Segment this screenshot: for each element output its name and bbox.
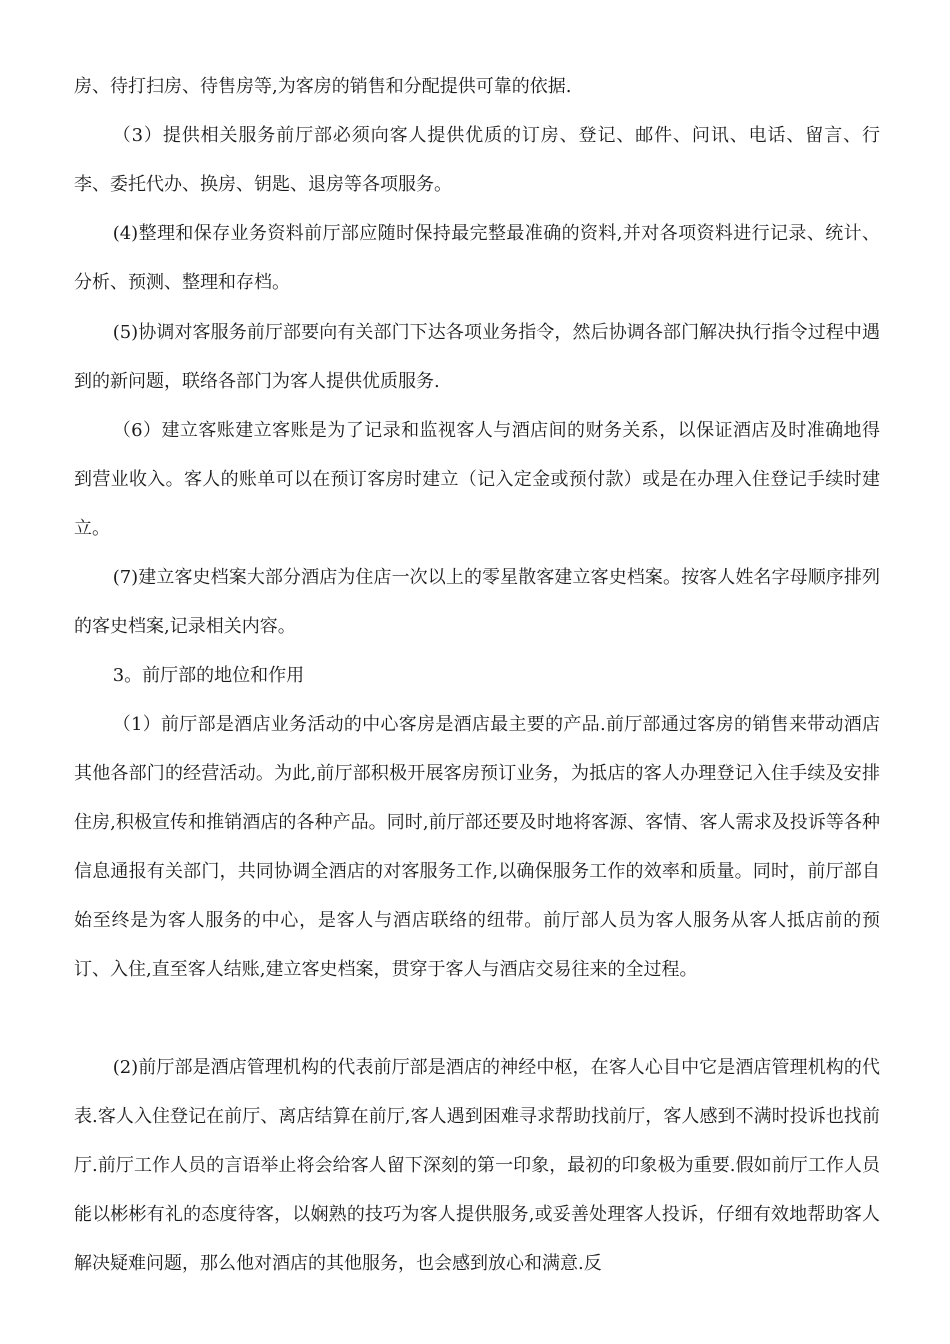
paragraph-management-representative: (2)前厅部是酒店管理机构的代表前厅部是酒店的神经中枢，在客人心目中它是酒店管理机构的代表.客人入住登记在前厅、离店结算在前厅,客人遇到困难寻求帮助找前厅，客人感到不满时投诉也找前厅.前厅工作人员的言语举止将会给客人留下深刻的第一印象，最初的印象极为重要.假如前厅工作人员能以彬彬有礼的态度待客，以娴熟的技巧为客人提供服务,或妥善处理客人投诉，仔细有效地帮助客人解决疑难问题，那么他对酒店的其他服务，也会感到放心和满意.反 [74,1057,880,1274]
paragraph-coordinate-services: (5)协调对客服务前厅部要向有关部门下达各项业务指令，然后协调各部门解决执行指令过程中遇到的新问题，联络各部门为客人提供优质服务. [74,322,880,392]
paragraph-guest-accounts: （6）建立客账建立客账是为了记录和监视客人与酒店间的财务关系，以保证酒店及时准确地得到营业收入。客人的账单可以在预订客房时建立（记入定金或预付款）或是在办理入住登记手续时建立。 [74,420,880,539]
paragraph-business-center: （1）前厅部是酒店业务活动的中心客房是酒店最主要的产品.前厅部通过客房的销售来带动酒店其他各部门的经营活动。为此,前厅部积极开展客房预订业务，为抵店的客人办理登记入住手续及安排住房,积极宣传和推销酒店的各种产品。同时,前厅部还要及时地将客源、客情、客人需求及投诉等各种信息通报有关部门，共同协调全酒店的对客服务工作,以确保服务工作的效率和质量。同时，前厅部自始至终是为客人服务的中心，是客人与酒店联络的纽带。前厅部人员为客人服务从客人抵店前的预订、入住,直至客人结账,建立客史档案，贯穿于客人与酒店交易往来的全过程。 [74,714,880,980]
paragraph-guest-history: (7)建立客史档案大部分酒店为住店一次以上的零星散客建立客史档案。按客人姓名字母顺序排列的客史档案,记录相关内容。 [74,567,880,637]
paragraph-provide-services: （3）提供相关服务前厅部必须向客人提供优质的订房、登记、邮件、问讯、电话、留言、行李、委托代办、换房、钥匙、退房等各项服务。 [74,125,880,195]
paragraph-maintain-records: (4)整理和保存业务资料前厅部应随时保持最完整最准确的资料,并对各项资料进行记录、统计、分析、预测、整理和存档。 [74,223,880,293]
section-heading: 3。前厅部的地位和作用 [112,665,305,686]
paragraph-continuation: 房、待打扫房、待售房等,为客房的销售和分配提供可靠的依据. [74,76,572,97]
